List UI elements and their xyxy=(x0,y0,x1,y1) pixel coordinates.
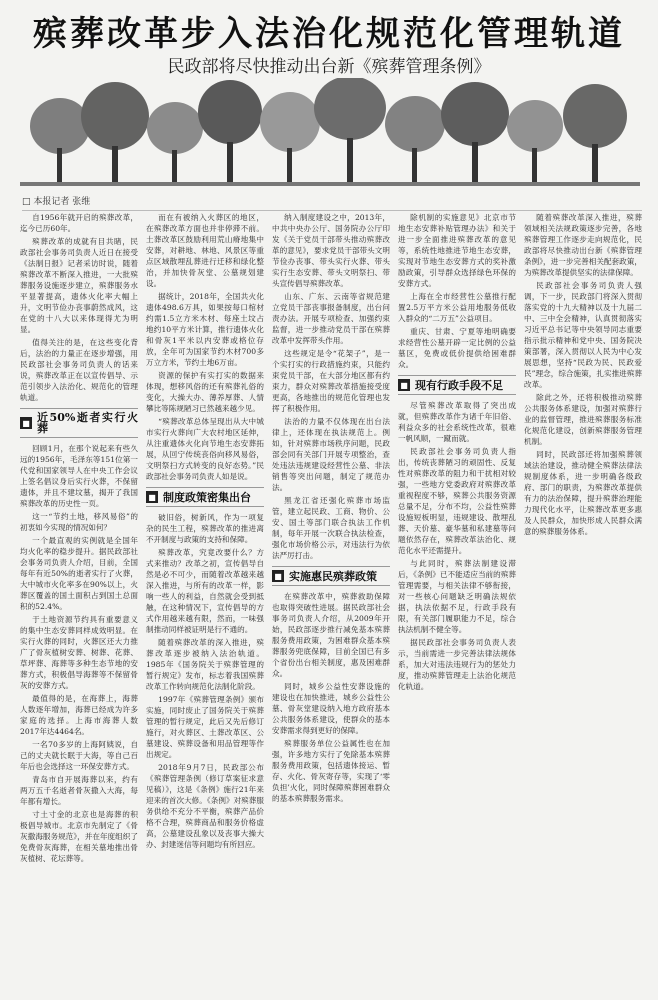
paragraph: 这些规定是令“花架子”，是一个实打实的行政措施约束，只能约束党员干部，在大部分地区都有约束力，群众对殡葬改革措施接受度更高，各地推出的规范化管理也发挥了积极作用。 xyxy=(272,349,390,413)
paragraph: 值得关注的是，在这些变化背后，法治的力量正在逐步增强，用民政部社会事务司负责人的话来说，殡葬改革正在以宣传倡导、示范引领步入法治化、规范化的管理轨道。 xyxy=(20,338,138,402)
headline: 殡葬改革步入法治化规范化管理轨道 xyxy=(33,14,625,54)
paragraph: 而在有被纳入火葬区的地区，在殡葬改革方面也并非停滞不前。土葬改革区鼓励利用荒山瘠地集中安葬，对耕地、林地、风景区等重点区域散埋乱葬进行迁移和绿化整治，并加快骨灰堂、公墓规划建设。 xyxy=(146,213,264,288)
paragraph: 与此同时，殡葬法制建设滞后，《条例》已不能适应当前的殡葬管理需要，与相关法律不够衔接，对一些核心问题缺乏明确法规依据，执法依据不足，行政手段有限，有关部门履职能力不足，综合执法机制不健全等。 xyxy=(398,559,516,634)
section-marker-icon: ■ xyxy=(20,417,32,429)
paragraph: 同时，民政部还将加强殡葬领域法治建设，推动健全殡葬法律法规制度体系，进一步明确各级政府、部门的职责，为殡葬改革提供有力的法治保障，提升殡葬治理能力现代化水平，让殡葬改革更多惠及人民群众，加快形成人民群众满意的殡葬服务体系。 xyxy=(524,450,642,536)
section-heading xyxy=(20,408,138,438)
paragraph: “殡葬改革总体呈现出从大中城市实行火葬向广大农村地区延伸，从注重遗体火化向节地生态安葬拓展，从回宁传统丧俗向移风易俗，文明祭扫方式转变的良好态势。”民政部社会事务司负责人如是说。 xyxy=(146,417,264,481)
paragraph: 法治的力量不仅体现在出台法律上，还体现在执法规范上。例如，针对殡葬市场秩序问题，民政部会同有关部门开展专项整治，查处违法违规建设经营性公墓、非法销售等突出问题，制定了规范办法。 xyxy=(272,417,390,492)
paragraph: 青岛市自开展海葬以来，约有两万五千名逝者骨灰撒入大海，每年都有增长。 xyxy=(20,775,138,806)
byline: □ 本报记者 张维 xyxy=(22,194,642,211)
section-title: 制度政策密集出台 xyxy=(163,490,251,504)
paragraph: 最值得的是，在海葬上，海葬人数逐年增加，海葬已经成为许多家庭的选择。上海市海葬人数2017年达4464名。 xyxy=(20,694,138,736)
paragraph: 据民政部社会事务司负责人表示，当前需进一步完善法律法规体系，加大对违法违规行为的惩处力度，推动殡葬管理走上法治化规范化轨道。 xyxy=(398,638,516,691)
article-column-3 xyxy=(272,212,390,992)
paragraph: 民政部社会事务司负责人指出，传统丧葬陋习的顽固性、反复性对殡葬改革的阻力和干扰相对较强，一些地方党委政府对殡葬改革重视程度不够，殡葬公共服务资源总量不足，分布不均，公益性殡葬设施短板明显，违规建设、散埋乱葬、天价墓、豪华墓和私建墓等问题依然存在，殡葬改革法治化、规范化水平还需提升。 xyxy=(398,447,516,555)
paragraph: 寸土寸金的北京也是海葬的积极倡导城市。北京市先制定了《骨灰撒海服务规范》，并在年度组织了免费骨灰海葬，在相关墓地推出骨灰植树、花坛葬等。 xyxy=(20,810,138,863)
section-title: 现有行政手段不足 xyxy=(415,378,503,392)
paragraph: 山东、广东、云南等省规范建立党员干部丧事报备制度，出台问责办法。开展专项检查、加强约束监督，进一步推动党员干部在殡葬改革中发挥带头作用。 xyxy=(272,292,390,345)
paragraph: 2018年9月7日，民政部公布《殡葬管理条例（修订草案征求意见稿）》，这是《条例》施行21年来迎来的首次大修。《条例》对殡葬服务供给不充分不平衡，殡葬产品价格不合理，殡葬商品和服务价格虚高，公墓建设乱象以及丧事大操大办、封建迷信等问题均有所回应。 xyxy=(146,763,264,849)
paragraph: 殡葬改革的成就有目共睹，民政部社会事务司负责人近日在接受《法制日报》记者采访时说，随着殡葬改革不断深入推进，一大批殡葬服务设施逐步建立，殡葬服务水平显著提高，遗体火化率大幅上升，文明节俭办丧事蔚然成风，这在党的十八大以来体现得尤为明显。 xyxy=(20,237,138,334)
paragraph: 1997年《殡葬管理条例》颁布实施，同时废止了国务院关于殡葬管理的暂行规定，此后又先后修订施行，对火葬区、土葬改革区、公墓建设、殡葬设备和用品管理等作出规定。 xyxy=(146,695,264,759)
paragraph: 纳入制度建设之中，2013年，中共中央办公厅、国务院办公厅印发《关于党员干部带头推动殡葬改革的意见》，要求党员干部带头文明节俭办丧事、带头实行火葬、带头实行生态安葬、带头文明祭扫、带头宣传倡导殡葬改革。 xyxy=(272,213,390,288)
section-marker-icon: ■ xyxy=(272,570,284,582)
section-heading xyxy=(272,566,390,586)
paragraph: 除此之外，还将积极推动殡葬公共服务体系建设，加强对殡葬行业的监督管理，推进殡葬服务标准化规范化建设，创新殡葬服务管理机制。 xyxy=(524,393,642,446)
paragraph: 尽管殡葬改革取得了突出成就，但殡葬改革作为诸千年旧俗、利益众多的社会系统性改革，很难一帆风顺，一蹴而就。 xyxy=(398,401,516,443)
paragraph: 同时，城乡公益性安葬设施的建设也在加快推进，城乡公益性公墓、骨灰堂建设纳入地方政府基本公共服务体系建设，使群众的基本安葬需求得到更好的保障。 xyxy=(272,682,390,735)
article-column-4 xyxy=(398,212,516,992)
article-column-1 xyxy=(20,212,138,992)
section-heading xyxy=(146,487,264,507)
paragraph: 回顾1月，在那个说起来有些久远的1956年，毛泽东等151位第一代党和国家领导人在中央工作会议上签名倡议身后实行火葬，不保留遗体，并且不建坟墓，揭开了我国殡葬改革的历史性一页。 xyxy=(20,444,138,508)
paragraph: 于土地资源节约具有重要意义的集中生态安葬同样成效明显。在实行火葬的同时，火葬区还大力推广了骨灰植树安葬、树葬、花葬、草坪葬、海葬等多种生态节地的安葬方式，积极倡导海葬等不保留骨灰的安葬方式。 xyxy=(20,615,138,690)
section-title: 实施惠民殡葬政策 xyxy=(289,569,377,583)
paragraph: 黑龙江省还强化殡葬市场监管，建立起民政、工商、物价、公安、国土等部门联合执法工作机制，每年开展一次联合执法检查，强化市场价格公示，对违法行为依法严厉打击。 xyxy=(272,496,390,560)
tree-banner-illustration xyxy=(20,78,640,188)
section-title: 近50%逝者实行火葬 xyxy=(37,411,138,435)
paragraph: 自1956年就开启的殡葬改革，迄今已历60年。 xyxy=(20,213,138,233)
paragraph: 一名70多岁的上海阿姨说，自己的丈夫就长眠于大海，等自己百年后也会选择这一环保安葬方式。 xyxy=(20,740,138,771)
paragraph: 殡葬改革，究竟改要什么？方式来推动？改革之初，宣传倡导自然是必不可少，而随着改革越来越深入推进，与所有的改革一样，影响一些人的利益，自然就会受到抵触，在这种情况下，宣传倡导的方式作用越来越有限，然而，一味强制推动同样被证明是行不通的。 xyxy=(146,548,264,634)
paragraph: 上海在全市经营性公墓推行配置2.5万平方米公益用地服务低收入群众的“二万五”公益项目。 xyxy=(398,292,516,323)
paragraph: 据统计，2018年，全国共火化遗体498.6万具，如果按每口棺材约需1.5立方米木材、每座土坟占地约10平方米计算，推行遗体火化和骨灰1平米以内安葬或格位存放，全年可为国家节约木材700多万立方米，节约土地6万亩。 xyxy=(146,292,264,367)
paragraph: 随着殡葬改革的深入推进，殡葬改革逐步被纳入法治轨道。1985年《国务院关于殡葬管理的暂行规定》发布，标志着我国殡葬改革工作转向规范化法制化阶段。 xyxy=(146,638,264,691)
article-column-5 xyxy=(524,212,642,992)
paragraph: 民政部社会事务司负责人强调，下一步，民政部门将深入贯彻落实党的十九大精神以及十九届二中、三中全会精神，认真贯彻落实习近平总书记等中央领导同志重要指示批示精神和党中央、国务院决策部署，深入贯彻以人民为中心发展思想，坚持“民政为民、民政爱民”理念，综合施策，扎实推进殡葬改革。 xyxy=(524,281,642,389)
paragraph: 重庆、甘肃、宁夏等地明确要求经营性公墓开辟一定比例的公益墓区，免费或低价提供给困难群众。 xyxy=(398,327,516,369)
paragraph: 这一“节约土地，移风易俗”的初衷如今实现的情况如何？ xyxy=(20,512,138,532)
paragraph: 随着殡葬改革深入推进，殡葬领域相关法规政策逐步完善，各地殡葬管理工作逐步走向规范化，民政部将尽快推动出台新《殡葬管理条例》，进一步完善相关配套政策，为殡葬改革提供坚实的法律保障。 xyxy=(524,213,642,277)
section-heading xyxy=(398,375,516,395)
paragraph: 资源的保护有实打实的数据来体现，想移风俗的还有殡葬礼俗的变化，大操大办、薄养厚葬、人情攀比等陈规陋习已然越来越少见。 xyxy=(146,371,264,413)
subheadline: 民政部将尽快推动出台新《殡葬管理条例》 xyxy=(167,57,491,77)
article-column-2 xyxy=(146,212,264,992)
paragraph: 破旧俗，树新风，作为一项复杂的民生工程，殡葬改革的推进离不开制度与政策的支持和保障。 xyxy=(146,513,264,544)
section-marker-icon: ■ xyxy=(398,379,410,391)
section-marker-icon: ■ xyxy=(146,491,158,503)
paragraph: 在殡葬改革中，殡葬救助保障也取得突破性进展。据民政部社会事务司负责人介绍，从2009年开始，民政部逐步推行减免基本殡葬服务费用政策，为困难群众基本殡葬服务兜底保障，目前全国已有多个省份出台相关制度，惠及困难群众。 xyxy=(272,592,390,678)
paragraph: 一个最直观的实例就是全国年均火化率的稳步提升。据民政部社会事务司负责人介绍，目前，全国每年有近50%的逝者实行了火葬，大中城市火化率多在90%以上，火葬区覆盖的国土面积占到国土总面积的52.4%。 xyxy=(20,536,138,611)
paragraph: 除机制的实施意见》北京市节地生态安葬补贴管理办法》和关于进一步全面推进殡葬改革的意见等，系统性地推进节地生态安葬，实现对节地生态安葬方式的奖补激励政策，引导群众选择绿色环保的安葬方式。 xyxy=(398,213,516,288)
paragraph: 殡葬服务单位公益属性也在加强，许多地方实行了免除基本殡葬服务费用政策，包括遗体接运、暂存、火化、骨灰寄存等，实现了‘零负担’火化，同时保障殡葬困难群众的基本殡葬服务需求。 xyxy=(272,739,390,803)
